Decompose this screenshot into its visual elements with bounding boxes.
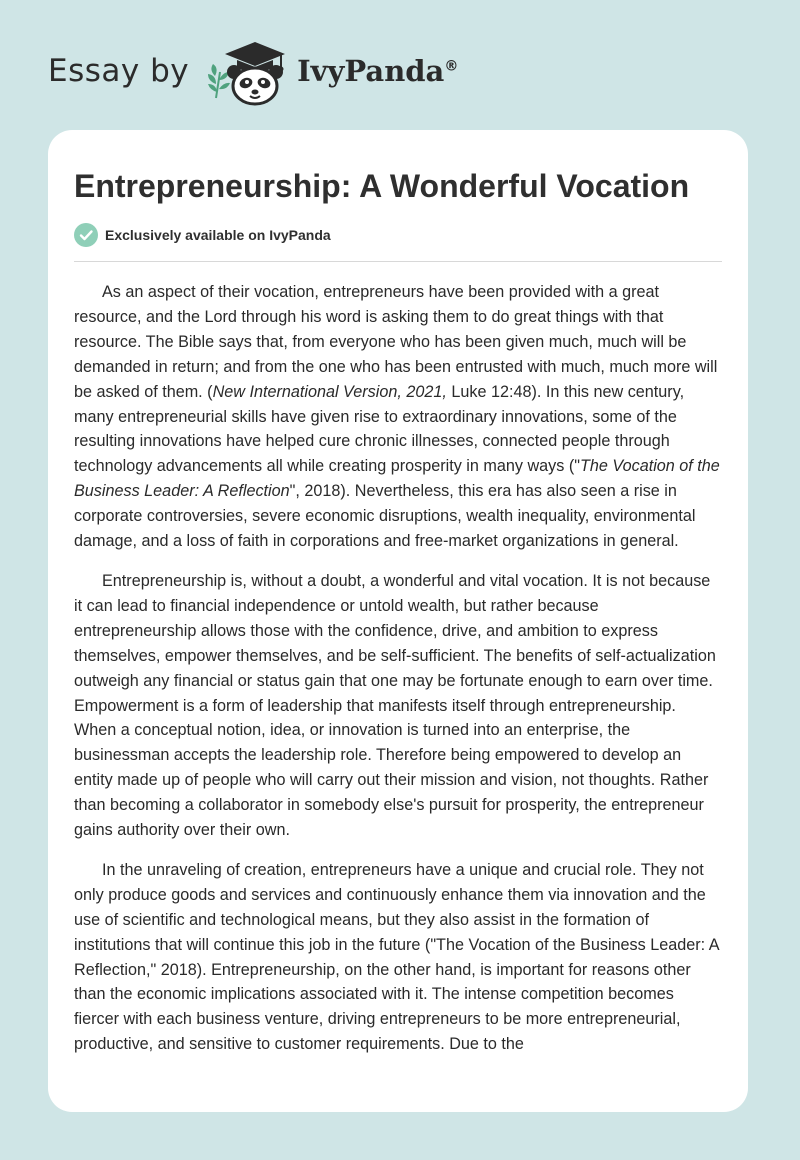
paragraph-2: Entrepreneurship is, without a doubt, a wonderful and vital vocation. It is not because it can lead to financial independence or untold wealth, but rather because entrepreneurship allows those with the confidence, drive, and ambition to express themselves, empower themselves, and be self-sufficient. The benefits of self-actualization outweigh any financial or status gain that one may be fortunate enough to earn over time. Empowerment is a form of leadership that manifests itself through entrepreneurship. When a conceptual notion, idea, or innovation is turned into an enterprise, the businessman accepts the leadership role. Therefore being empowered to develop an entity made up of people who will carry out their mission and vision, not thoughts. Rather than becoming a collaborator in somebody else's pursuit for prosperity, the entrepreneur gains authority over their own.	[74, 571, 716, 840]
p1-part-c: Luke 12:48). In this new century, many entrepreneurial skills have given rise to extraordinary innovations, some of the resulting innovations have helped cure chronic illnesses, connected people through technology advancements all while creating prosperity in many ways ("	[74, 382, 685, 476]
divider	[74, 261, 722, 262]
paragraph-3: In the unraveling of creation, entrepreneurs have a unique and crucial role. They not only produce goods and services and continuously enhance them via innovation and the use of scientific and technological means, but they also assist in the formation of institutions that will continue this job in the future ("The Vocation of the Business Leader: A Reflection," 2018). Entrepreneurship, on the other hand, is important for reasons other than the economic implications associated with it. The intense competition becomes fiercer with each business venture, driving entrepreneurs to be more entrepreneurial, productive, and sensitive to customer requirements. Due to the	[74, 860, 719, 1054]
ivypanda-wordmark	[297, 54, 458, 88]
p1-part-e: ", 2018). Nevertheless, this era has also seen a rise in corporate controversies, severe economic disruptions, wealth inequality, environmental damage, and a loss of faith in corporations and free-market organizations in general.	[74, 482, 696, 551]
brand-header[interactable]	[48, 36, 458, 106]
registered-mark: ®	[444, 58, 459, 75]
check-badge-icon	[74, 223, 98, 247]
citation-vocation: The Vocation of the Business Leader: A Reflection	[74, 457, 720, 501]
brand-name-text: IvyPanda	[297, 54, 445, 88]
p1-part-a: As an aspect of their vocation, entrepreneurs have been provided with a great resource, and the Lord through his word is asking them to do great things with that resource. The Bible says that, from everyone who has been given much, much will be demanded in return; and from the one who has been entrusted with much, much more will be asked of them. (	[74, 283, 718, 401]
panda-logo-icon	[203, 36, 295, 106]
essay-by-label: Essay by	[48, 53, 190, 89]
paragraph-1	[74, 280, 722, 554]
exclusive-notice	[74, 222, 722, 248]
essay-card	[48, 130, 748, 1112]
essay-title: Entrepreneurship: A Wonderful Vocation	[74, 168, 690, 204]
citation-niv: New International Version, 2021,	[212, 382, 447, 401]
essay-body	[74, 280, 722, 1057]
exclusive-label: Exclusively available on IvyPanda	[105, 227, 331, 243]
